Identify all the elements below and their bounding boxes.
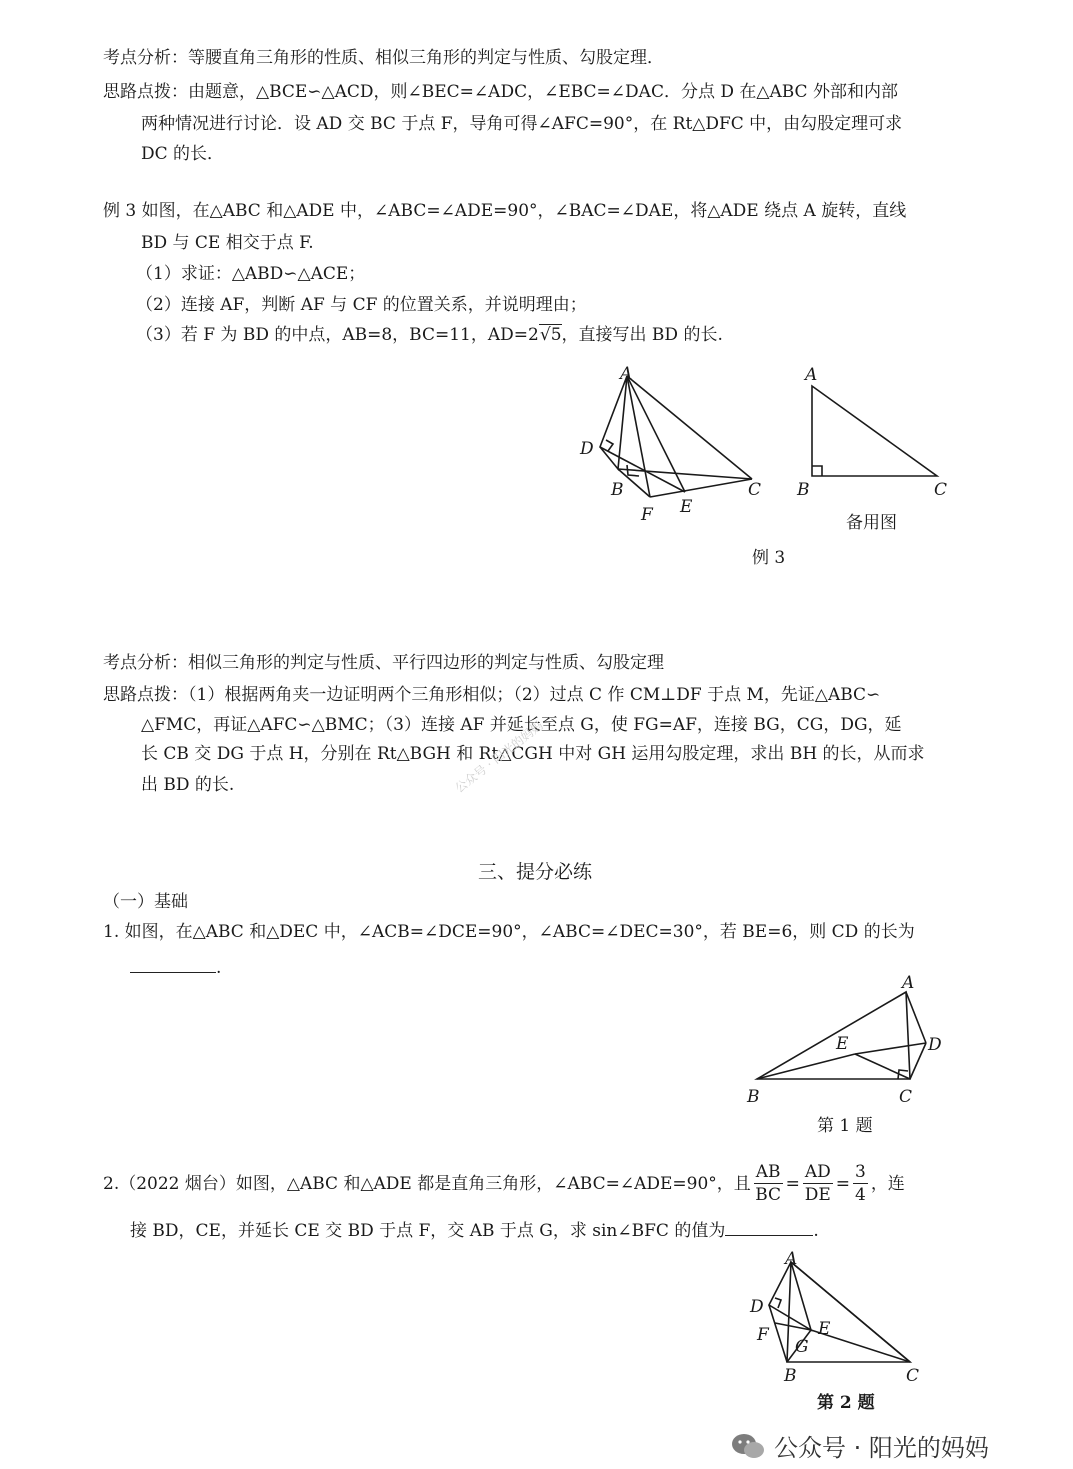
label-A: A (620, 364, 633, 384)
label-E: E (680, 497, 693, 517)
fig-line (906, 992, 926, 1043)
fraction-ad-de: $\frac{AD}{DE}$ (804, 1162, 831, 1205)
right-angle-mark (775, 1298, 781, 1308)
label-F: F (757, 1325, 769, 1345)
hint-line: △FMC，再证△AFC∽△BMC；（3）连接 AF 并延长至点 G，使 FG=AF，连接 BG，CG，DG，延 (141, 715, 902, 735)
fig-line (618, 469, 752, 479)
label-D: D (928, 1035, 942, 1055)
example-3-question-1: （1）求证：△ABD∽△ACE； (136, 264, 366, 284)
label-C: C (899, 1087, 913, 1107)
fig-line (855, 1043, 926, 1054)
fig-line (791, 1262, 910, 1362)
label-C: C (934, 480, 948, 500)
section-title: 三、提分必练 (478, 861, 593, 883)
analysis-text-1: 考点分析：等腰直角三角形的性质、相似三角形的判定与性质、勾股定理． (103, 48, 664, 68)
right-angle-mark (606, 440, 613, 451)
example-3-caption: 例 3 (752, 548, 786, 568)
spare-figure-caption: 备用图 (846, 513, 897, 533)
label-A: A (805, 365, 818, 385)
fig-line (627, 376, 685, 492)
answer-blank (725, 1221, 813, 1236)
label-B: B (611, 480, 624, 500)
problem-1-figure (740, 965, 950, 1110)
label-B: B (797, 480, 810, 500)
fig-line (910, 1043, 926, 1079)
fig-line (757, 1054, 855, 1079)
problem-2-statement: 2.（2022 烟台）如图，△ABC 和△ADE 都是直角三角形，∠ABC=∠ADE=90°，且 $\frac{AB}{BC}$ = $\frac{AD}{DE}$ = $\frac{3}{4}$ ，连 (103, 1162, 905, 1205)
footer-watermark (730, 1428, 989, 1463)
fraction-3-4: $\frac{3}{4}$ (854, 1162, 866, 1205)
hint-line: 思路点拨：由题意，△BCE∽△ACD，则∠BEC=∠ADC，∠EBC=∠DAC．分点 D 在△ABC 外部和内部 (103, 82, 898, 102)
triangle-abc (757, 992, 910, 1079)
label-E: E (818, 1319, 831, 1339)
hint-line: 两种情况进行讨论．设 AD 交 BC 于点 F，导角可得∠AFC=90°，在 Rt△DFC 中，由勾股定理可求 (141, 114, 903, 134)
hint-line: DC 的长． (141, 144, 225, 164)
example-3-question-2: （2）连接 AF，判断 AF 与 CF 的位置关系，并说明理由； (136, 295, 587, 315)
hint-line: 思路点拨：（1）根据两角夹一边证明两个三角形相似；（2）过点 C 作 CM⊥DF 于点 M，先证△ABC∽ (103, 685, 881, 705)
label-C: C (906, 1366, 920, 1386)
example-3-question-3 (136, 327, 723, 344)
hint-line: 长 CB 交 DG 于点 H，分别在 Rt△BGH 和 Rt△CGH 中对 GH 运用勾股定理，求出 BH 的长，从而求 (141, 744, 925, 764)
q3-text-end: ，直接写出 BD 的长. (561, 325, 723, 345)
sqrt-5: √5 (539, 325, 562, 345)
label-F: F (641, 505, 653, 525)
problem-2-statement-cont: 接 BD，CE，并延长 CE 交 BD 于点 F，交 AB 于点 G，求 sin∠BFC 的值为 . (130, 1221, 819, 1241)
problem-2-caption: 第 2 题 (817, 1393, 875, 1413)
label-A: A (785, 1249, 798, 1269)
analysis-text-2: 考点分析：相似三角形的判定与性质、平行四边形的判定与性质、勾股定理 (103, 653, 664, 673)
example-3-figure (570, 360, 770, 530)
label-B: B (747, 1087, 760, 1107)
triangle-abc (812, 386, 937, 476)
wechat-icon (730, 1431, 766, 1461)
answer-blank (130, 958, 216, 973)
problem-2-figure (745, 1245, 935, 1390)
spare-figure (790, 360, 960, 510)
example-3-statement: 例 3 如图，在△ABC 和△ADE 中，∠ABC=∠ADE=90°，∠BAC=∠DAE，将△ADE 绕点 A 旋转，直线 (103, 201, 907, 221)
label-G: G (795, 1337, 809, 1357)
right-angle-mark (812, 466, 822, 476)
problem-1-caption: 第 1 题 (817, 1116, 873, 1136)
fig-line (627, 376, 752, 479)
label-B: B (784, 1366, 797, 1386)
hint-line: 出 BD 的长. (141, 775, 235, 795)
example-3-statement-cont: BD 与 CE 相交于点 F. (141, 233, 314, 253)
footer-text: 公众号 · 阳光的妈妈 (774, 1434, 989, 1462)
q3-text: （3）若 F 为 BD 的中点，AB=8，BC=11，AD=2 (136, 325, 539, 345)
section-subtitle: （一）基础 (103, 892, 188, 912)
label-E: E (836, 1034, 849, 1054)
fig-line (855, 1054, 910, 1079)
fraction-ab-bc: $\frac{AB}{BC}$ (755, 1162, 782, 1205)
label-C: C (748, 480, 762, 500)
problem-1-answer-line: . (130, 958, 221, 977)
label-D: D (750, 1297, 764, 1317)
label-A: A (902, 973, 915, 993)
watermark: 公众号 · 阳光的妈妈 (452, 718, 546, 796)
problem-1-statement: 1. 如图，在△ABC 和△DEC 中，∠ACB=∠DCE=90°，∠ABC=∠DEC=30°，若 BE=6，则 CD 的长为 (103, 922, 915, 942)
label-D: D (580, 439, 594, 459)
